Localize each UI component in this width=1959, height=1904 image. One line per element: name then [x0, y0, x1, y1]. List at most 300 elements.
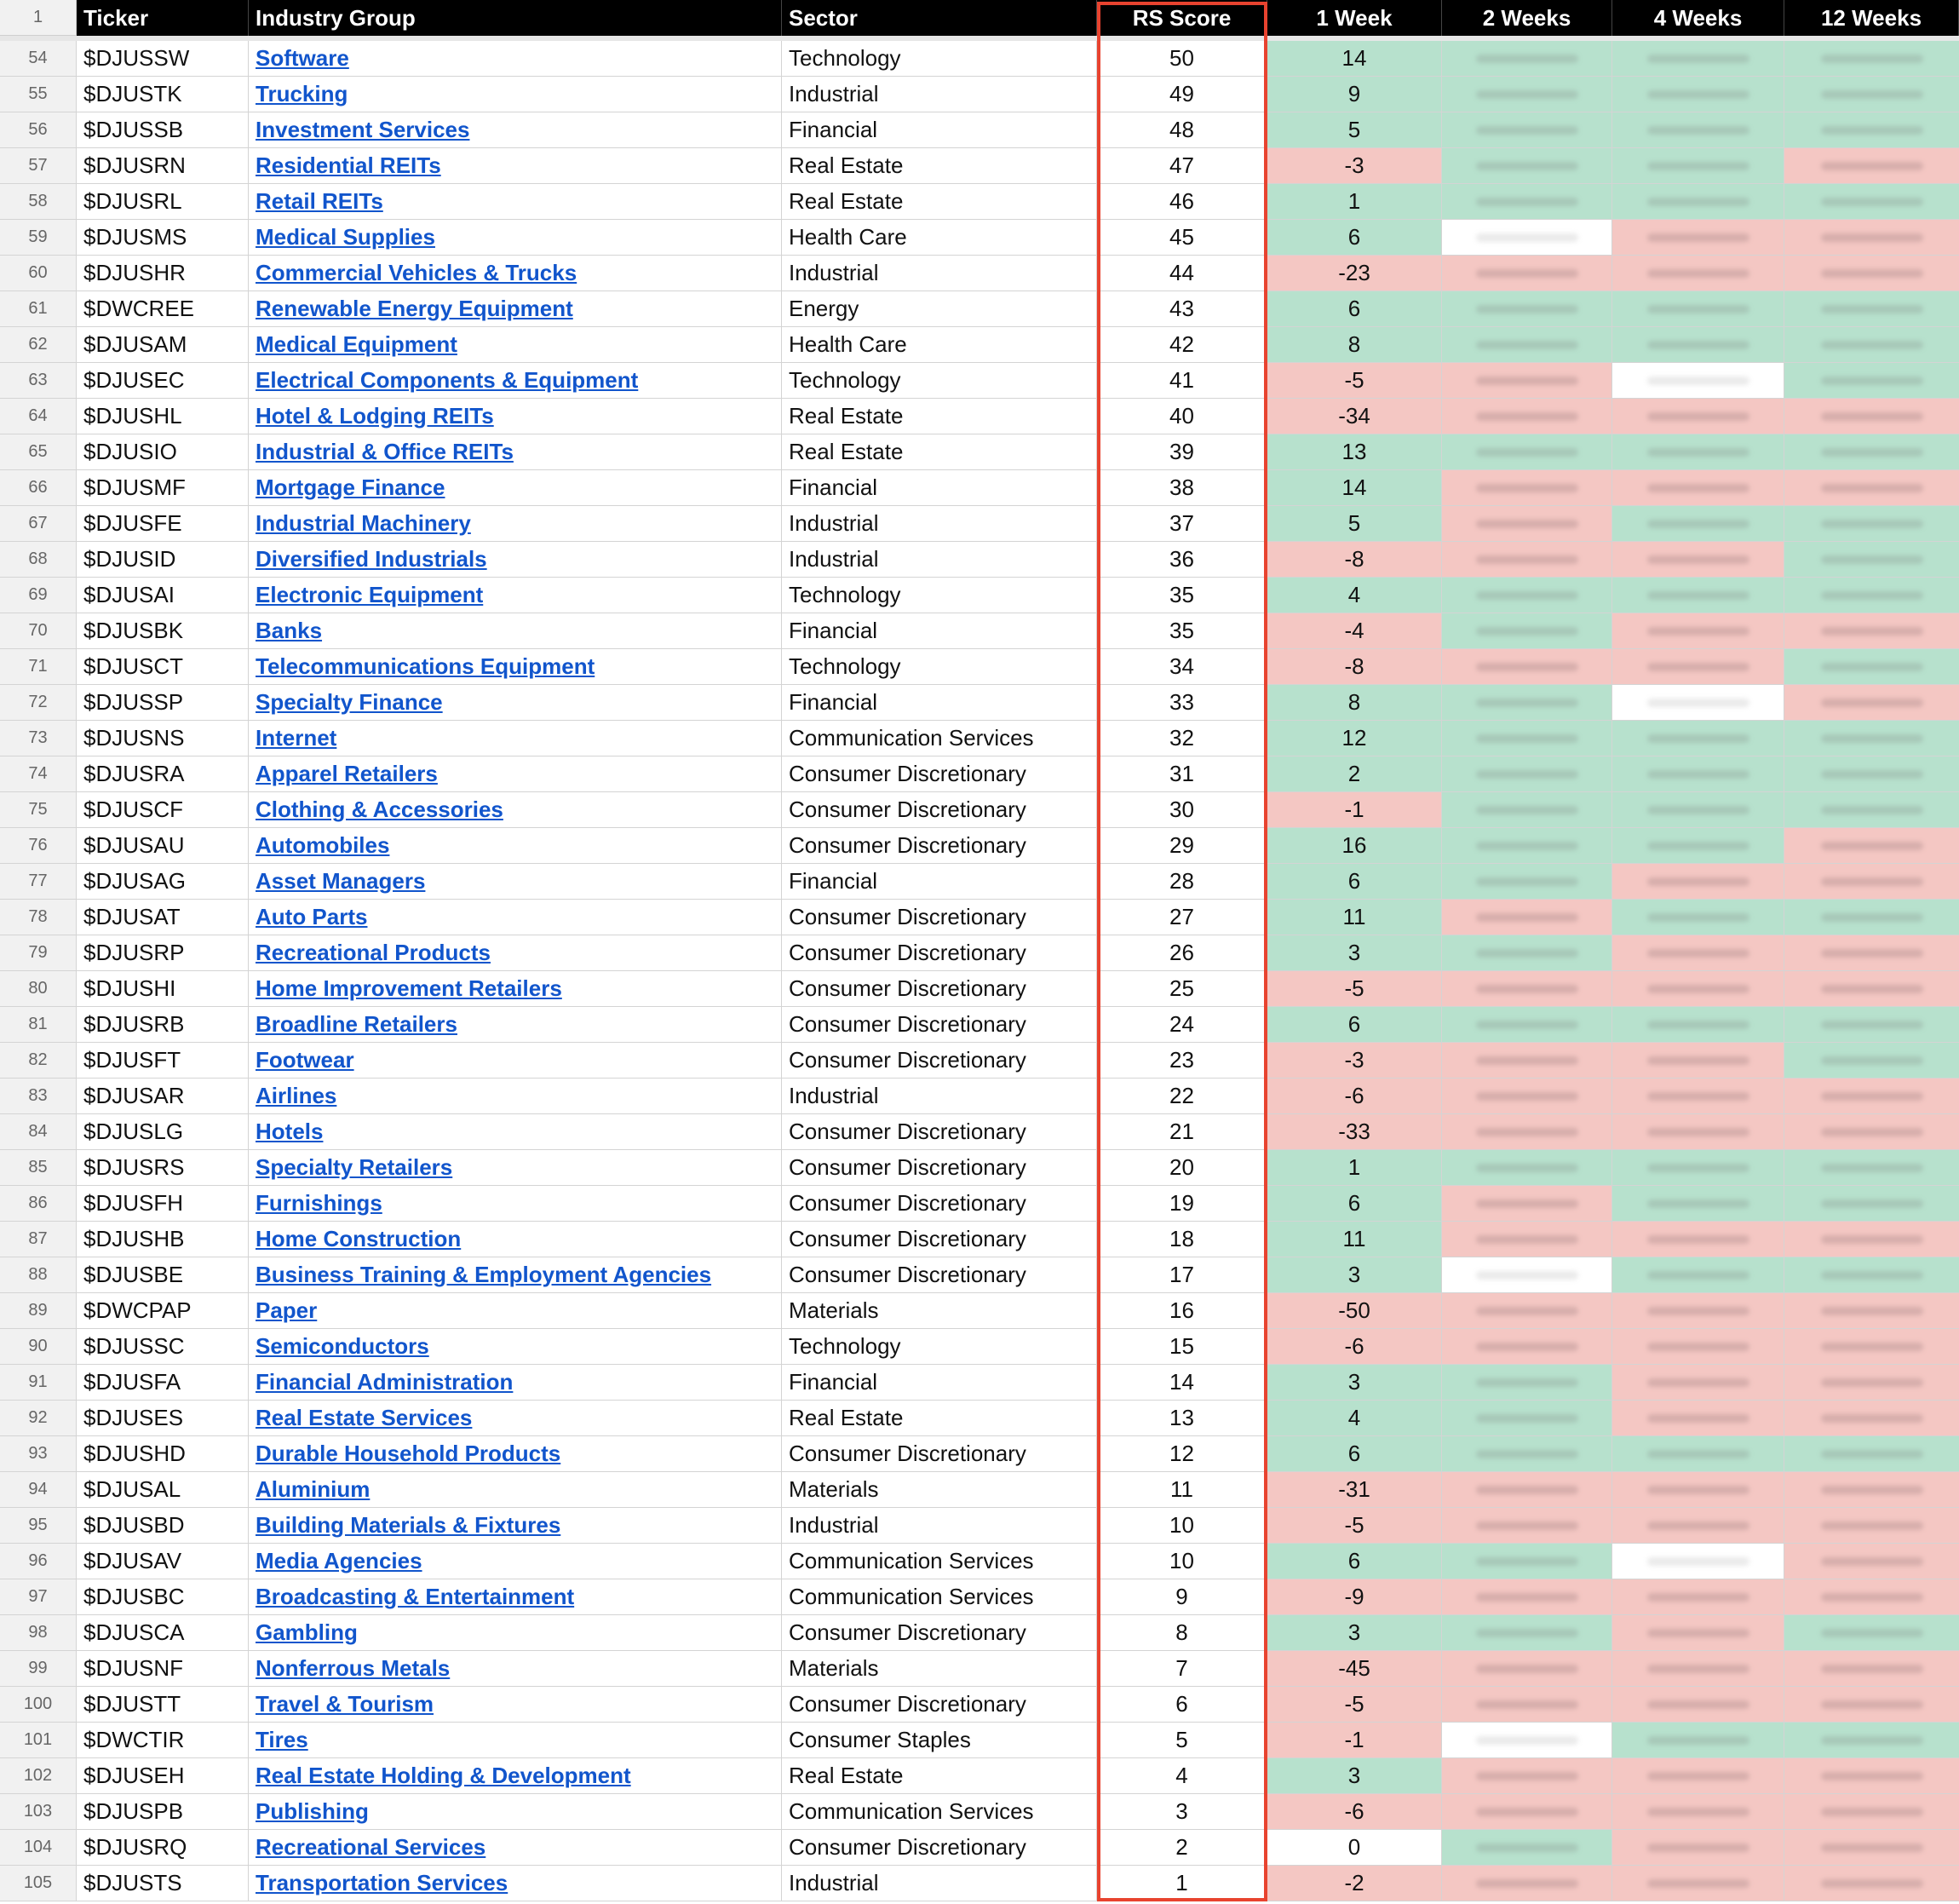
- week-1-cell[interactable]: 1: [1267, 184, 1442, 220]
- rs-score-cell[interactable]: 30: [1097, 792, 1267, 828]
- industry-group-link-text[interactable]: Home Construction: [256, 1226, 462, 1251]
- week-12-cell[interactable]: [1784, 1508, 1959, 1544]
- week-2-cell[interactable]: [1442, 1365, 1612, 1401]
- week-12-cell[interactable]: [1784, 971, 1959, 1007]
- week-12-cell[interactable]: [1784, 1365, 1959, 1401]
- ticker-cell[interactable]: $DJUSAR: [77, 1079, 249, 1114]
- column-header-ticker[interactable]: Ticker: [77, 0, 249, 36]
- week-2-cell[interactable]: [1442, 256, 1612, 291]
- rs-score-cell[interactable]: 35: [1097, 578, 1267, 613]
- week-4-cell[interactable]: [1612, 792, 1784, 828]
- week-2-cell[interactable]: [1442, 506, 1612, 542]
- row-number[interactable]: 79: [0, 935, 77, 971]
- rs-score-cell[interactable]: 7: [1097, 1651, 1267, 1687]
- industry-group-link-text[interactable]: Recreational Services: [256, 1834, 486, 1860]
- rs-score-cell[interactable]: 6: [1097, 1687, 1267, 1723]
- industry-group-link[interactable]: [249, 77, 782, 112]
- industry-group-link-text[interactable]: Banks: [256, 618, 323, 643]
- industry-group-link[interactable]: [249, 613, 782, 649]
- row-number[interactable]: 93: [0, 1436, 77, 1472]
- week-2-cell[interactable]: [1442, 578, 1612, 613]
- week-1-cell[interactable]: -6: [1267, 1794, 1442, 1830]
- industry-group-link[interactable]: [249, 1293, 782, 1329]
- sector-cell[interactable]: Consumer Discretionary: [782, 1687, 1097, 1723]
- ticker-cell[interactable]: $DJUSSW: [77, 41, 249, 77]
- week-2-cell[interactable]: [1442, 1615, 1612, 1651]
- sector-cell[interactable]: Consumer Discretionary: [782, 792, 1097, 828]
- week-4-cell[interactable]: [1612, 578, 1784, 613]
- column-header-2-weeks[interactable]: 2 Weeks: [1442, 0, 1612, 36]
- row-number[interactable]: 96: [0, 1544, 77, 1579]
- week-12-cell[interactable]: [1784, 256, 1959, 291]
- sector-cell[interactable]: Energy: [782, 291, 1097, 327]
- industry-group-link[interactable]: [249, 1436, 782, 1472]
- industry-group-link-text[interactable]: Semiconductors: [256, 1333, 429, 1359]
- row-number[interactable]: 94: [0, 1472, 77, 1508]
- sector-cell[interactable]: Real Estate: [782, 1758, 1097, 1794]
- rs-score-cell[interactable]: 4: [1097, 1758, 1267, 1794]
- industry-group-link-text[interactable]: Building Materials & Fixtures: [256, 1512, 561, 1538]
- ticker-cell[interactable]: $DJUSNS: [77, 721, 249, 756]
- sector-cell[interactable]: Consumer Discretionary: [782, 1436, 1097, 1472]
- sector-cell[interactable]: Consumer Discretionary: [782, 900, 1097, 935]
- week-2-cell[interactable]: [1442, 41, 1612, 77]
- row-number[interactable]: 92: [0, 1401, 77, 1436]
- week-1-cell[interactable]: -3: [1267, 1043, 1442, 1079]
- week-4-cell[interactable]: [1612, 112, 1784, 148]
- ticker-cell[interactable]: $DJUSES: [77, 1401, 249, 1436]
- industry-group-link[interactable]: [249, 542, 782, 578]
- rs-score-cell[interactable]: 18: [1097, 1222, 1267, 1257]
- week-2-cell[interactable]: [1442, 220, 1612, 256]
- sector-cell[interactable]: Consumer Discretionary: [782, 935, 1097, 971]
- week-2-cell[interactable]: [1442, 1257, 1612, 1293]
- week-4-cell[interactable]: [1612, 1222, 1784, 1257]
- week-1-cell[interactable]: 14: [1267, 41, 1442, 77]
- rs-score-cell[interactable]: 41: [1097, 363, 1267, 399]
- rs-score-cell[interactable]: 38: [1097, 470, 1267, 506]
- row-number[interactable]: 105: [0, 1866, 77, 1901]
- week-12-cell[interactable]: [1784, 864, 1959, 900]
- ticker-cell[interactable]: $DJUSCT: [77, 649, 249, 685]
- week-4-cell[interactable]: [1612, 1257, 1784, 1293]
- industry-group-link[interactable]: [249, 792, 782, 828]
- week-1-cell[interactable]: 13: [1267, 434, 1442, 470]
- week-4-cell[interactable]: [1612, 506, 1784, 542]
- week-4-cell[interactable]: [1612, 971, 1784, 1007]
- week-2-cell[interactable]: [1442, 77, 1612, 112]
- ticker-cell[interactable]: $DJUSRN: [77, 148, 249, 184]
- week-4-cell[interactable]: [1612, 1150, 1784, 1186]
- week-12-cell[interactable]: [1784, 112, 1959, 148]
- week-12-cell[interactable]: [1784, 1723, 1959, 1758]
- industry-group-link[interactable]: [249, 1723, 782, 1758]
- industry-group-link-text[interactable]: Commercial Vehicles & Trucks: [256, 260, 577, 285]
- row-number[interactable]: 58: [0, 184, 77, 220]
- week-12-cell[interactable]: [1784, 1079, 1959, 1114]
- row-number[interactable]: 68: [0, 542, 77, 578]
- ticker-cell[interactable]: $DJUSHI: [77, 971, 249, 1007]
- week-4-cell[interactable]: [1612, 1687, 1784, 1723]
- week-12-cell[interactable]: [1784, 434, 1959, 470]
- week-4-cell[interactable]: [1612, 77, 1784, 112]
- sector-cell[interactable]: Technology: [782, 578, 1097, 613]
- rs-score-cell[interactable]: 23: [1097, 1043, 1267, 1079]
- industry-group-link-text[interactable]: Software: [256, 45, 349, 71]
- week-2-cell[interactable]: [1442, 649, 1612, 685]
- sector-cell[interactable]: Consumer Discretionary: [782, 1830, 1097, 1866]
- week-12-cell[interactable]: [1784, 1615, 1959, 1651]
- ticker-cell[interactable]: $DJUSFH: [77, 1186, 249, 1222]
- sector-cell[interactable]: Communication Services: [782, 1579, 1097, 1615]
- row-number[interactable]: 61: [0, 291, 77, 327]
- week-4-cell[interactable]: [1612, 1293, 1784, 1329]
- industry-group-link-text[interactable]: Furnishings: [256, 1190, 382, 1216]
- row-number[interactable]: 57: [0, 148, 77, 184]
- column-header-rs-score[interactable]: RS Score: [1097, 0, 1267, 36]
- row-number[interactable]: 70: [0, 613, 77, 649]
- sector-cell[interactable]: Health Care: [782, 220, 1097, 256]
- row-number[interactable]: 71: [0, 649, 77, 685]
- row-number[interactable]: 74: [0, 756, 77, 792]
- sector-cell[interactable]: Consumer Discretionary: [782, 756, 1097, 792]
- week-2-cell[interactable]: [1442, 685, 1612, 721]
- industry-group-link-text[interactable]: Footwear: [256, 1047, 354, 1073]
- ticker-cell[interactable]: $DJUSHB: [77, 1222, 249, 1257]
- row-number[interactable]: 87: [0, 1222, 77, 1257]
- week-1-cell[interactable]: 6: [1267, 291, 1442, 327]
- week-12-cell[interactable]: [1784, 1544, 1959, 1579]
- industry-group-link-text[interactable]: Transportation Services: [256, 1870, 508, 1895]
- week-12-cell[interactable]: [1784, 1293, 1959, 1329]
- industry-group-link[interactable]: [249, 1043, 782, 1079]
- sector-cell[interactable]: Consumer Staples: [782, 1723, 1097, 1758]
- week-4-cell[interactable]: [1612, 434, 1784, 470]
- industry-group-link-text[interactable]: Media Agencies: [256, 1548, 422, 1573]
- week-4-cell[interactable]: [1612, 1436, 1784, 1472]
- ticker-cell[interactable]: $DJUSSC: [77, 1329, 249, 1365]
- week-4-cell[interactable]: [1612, 1615, 1784, 1651]
- industry-group-link[interactable]: [249, 1508, 782, 1544]
- week-4-cell[interactable]: [1612, 864, 1784, 900]
- industry-group-link[interactable]: [249, 1830, 782, 1866]
- sector-cell[interactable]: Industrial: [782, 542, 1097, 578]
- week-1-cell[interactable]: 3: [1267, 1257, 1442, 1293]
- industry-group-link[interactable]: [249, 112, 782, 148]
- week-2-cell[interactable]: [1442, 434, 1612, 470]
- week-12-cell[interactable]: [1784, 613, 1959, 649]
- ticker-cell[interactable]: $DJUSEC: [77, 363, 249, 399]
- week-1-cell[interactable]: -8: [1267, 649, 1442, 685]
- week-4-cell[interactable]: [1612, 1794, 1784, 1830]
- row-number[interactable]: 77: [0, 864, 77, 900]
- industry-group-link-text[interactable]: Internet: [256, 725, 337, 751]
- industry-group-link[interactable]: [249, 1329, 782, 1365]
- row-number[interactable]: 89: [0, 1293, 77, 1329]
- rs-score-cell[interactable]: 10: [1097, 1508, 1267, 1544]
- week-2-cell[interactable]: [1442, 1043, 1612, 1079]
- row-number[interactable]: 60: [0, 256, 77, 291]
- rs-score-cell[interactable]: 21: [1097, 1114, 1267, 1150]
- rs-score-cell[interactable]: 47: [1097, 148, 1267, 184]
- industry-group-link-text[interactable]: Tires: [256, 1727, 308, 1752]
- week-1-cell[interactable]: 5: [1267, 112, 1442, 148]
- rs-score-cell[interactable]: 46: [1097, 184, 1267, 220]
- week-2-cell[interactable]: [1442, 1544, 1612, 1579]
- industry-group-link-text[interactable]: Mortgage Finance: [256, 475, 445, 500]
- week-12-cell[interactable]: [1784, 1758, 1959, 1794]
- ticker-cell[interactable]: $DJUSBD: [77, 1508, 249, 1544]
- week-1-cell[interactable]: 4: [1267, 1401, 1442, 1436]
- ticker-cell[interactable]: $DJUSSB: [77, 112, 249, 148]
- industry-group-link-text[interactable]: Nonferrous Metals: [256, 1655, 451, 1681]
- week-4-cell[interactable]: [1612, 148, 1784, 184]
- week-4-cell[interactable]: [1612, 291, 1784, 327]
- rs-score-cell[interactable]: 24: [1097, 1007, 1267, 1043]
- industry-group-link-text[interactable]: Electronic Equipment: [256, 582, 484, 607]
- row-number[interactable]: 100: [0, 1687, 77, 1723]
- row-number[interactable]: 88: [0, 1257, 77, 1293]
- week-12-cell[interactable]: [1784, 148, 1959, 184]
- week-1-cell[interactable]: -5: [1267, 1508, 1442, 1544]
- industry-group-link-text[interactable]: Real Estate Services: [256, 1405, 473, 1430]
- week-1-cell[interactable]: -5: [1267, 1687, 1442, 1723]
- week-2-cell[interactable]: [1442, 828, 1612, 864]
- row-number[interactable]: 81: [0, 1007, 77, 1043]
- rs-score-cell[interactable]: 17: [1097, 1257, 1267, 1293]
- week-4-cell[interactable]: [1612, 685, 1784, 721]
- rs-score-cell[interactable]: 28: [1097, 864, 1267, 900]
- row-number[interactable]: 90: [0, 1329, 77, 1365]
- week-12-cell[interactable]: [1784, 327, 1959, 363]
- week-12-cell[interactable]: [1784, 77, 1959, 112]
- row-number[interactable]: 1: [0, 0, 77, 36]
- rs-score-cell[interactable]: 36: [1097, 542, 1267, 578]
- week-1-cell[interactable]: 6: [1267, 220, 1442, 256]
- week-12-cell[interactable]: [1784, 828, 1959, 864]
- row-number[interactable]: 63: [0, 363, 77, 399]
- industry-group-link-text[interactable]: Broadline Retailers: [256, 1011, 457, 1037]
- industry-group-link[interactable]: [249, 470, 782, 506]
- week-1-cell[interactable]: -4: [1267, 613, 1442, 649]
- industry-group-link[interactable]: [249, 864, 782, 900]
- rs-score-cell[interactable]: 3: [1097, 1794, 1267, 1830]
- ticker-cell[interactable]: $DJUSCA: [77, 1615, 249, 1651]
- week-1-cell[interactable]: -50: [1267, 1293, 1442, 1329]
- week-4-cell[interactable]: [1612, 1329, 1784, 1365]
- week-1-cell[interactable]: 8: [1267, 327, 1442, 363]
- industry-group-link-text[interactable]: Diversified Industrials: [256, 546, 487, 572]
- industry-group-link-text[interactable]: Home Improvement Retailers: [256, 975, 562, 1001]
- rs-score-cell[interactable]: 2: [1097, 1830, 1267, 1866]
- ticker-cell[interactable]: $DJUSPB: [77, 1794, 249, 1830]
- week-1-cell[interactable]: 6: [1267, 1007, 1442, 1043]
- sector-cell[interactable]: Consumer Discretionary: [782, 971, 1097, 1007]
- row-number[interactable]: 80: [0, 971, 77, 1007]
- industry-group-link[interactable]: [249, 721, 782, 756]
- row-number[interactable]: 66: [0, 470, 77, 506]
- week-12-cell[interactable]: [1784, 184, 1959, 220]
- ticker-cell[interactable]: $DJUSID: [77, 542, 249, 578]
- row-number[interactable]: 85: [0, 1150, 77, 1186]
- week-12-cell[interactable]: [1784, 721, 1959, 756]
- rs-score-cell[interactable]: 5: [1097, 1723, 1267, 1758]
- week-4-cell[interactable]: [1612, 542, 1784, 578]
- industry-group-link-text[interactable]: Asset Managers: [256, 868, 426, 894]
- week-4-cell[interactable]: [1612, 1043, 1784, 1079]
- rs-score-cell[interactable]: 8: [1097, 1615, 1267, 1651]
- week-2-cell[interactable]: [1442, 971, 1612, 1007]
- week-1-cell[interactable]: 0: [1267, 1830, 1442, 1866]
- week-1-cell[interactable]: -3: [1267, 148, 1442, 184]
- ticker-cell[interactable]: $DJUSCF: [77, 792, 249, 828]
- ticker-cell[interactable]: $DJUSAL: [77, 1472, 249, 1508]
- industry-group-link-text[interactable]: Electrical Components & Equipment: [256, 367, 639, 393]
- rs-score-cell[interactable]: 15: [1097, 1329, 1267, 1365]
- sector-cell[interactable]: Technology: [782, 1329, 1097, 1365]
- row-number[interactable]: 91: [0, 1365, 77, 1401]
- week-1-cell[interactable]: 3: [1267, 1615, 1442, 1651]
- ticker-cell[interactable]: $DJUSBE: [77, 1257, 249, 1293]
- sector-cell[interactable]: Technology: [782, 41, 1097, 77]
- sector-cell[interactable]: Financial: [782, 1365, 1097, 1401]
- week-1-cell[interactable]: 1: [1267, 1150, 1442, 1186]
- sector-cell[interactable]: Industrial: [782, 1079, 1097, 1114]
- week-1-cell[interactable]: -9: [1267, 1579, 1442, 1615]
- industry-group-link-text[interactable]: Trucking: [256, 81, 348, 106]
- week-12-cell[interactable]: [1784, 1186, 1959, 1222]
- week-1-cell[interactable]: -45: [1267, 1651, 1442, 1687]
- week-1-cell[interactable]: 3: [1267, 1365, 1442, 1401]
- industry-group-link-text[interactable]: Medical Supplies: [256, 224, 435, 250]
- ticker-cell[interactable]: $DJUSRA: [77, 756, 249, 792]
- row-number[interactable]: 72: [0, 685, 77, 721]
- sector-cell[interactable]: Industrial: [782, 256, 1097, 291]
- sector-cell[interactable]: Consumer Discretionary: [782, 1186, 1097, 1222]
- industry-group-link-text[interactable]: Real Estate Holding & Development: [256, 1763, 631, 1788]
- industry-group-link-text[interactable]: Specialty Retailers: [256, 1154, 453, 1180]
- sector-cell[interactable]: Technology: [782, 649, 1097, 685]
- week-12-cell[interactable]: [1784, 935, 1959, 971]
- week-12-cell[interactable]: [1784, 1472, 1959, 1508]
- ticker-cell[interactable]: $DJUSIO: [77, 434, 249, 470]
- industry-group-link[interactable]: [249, 1472, 782, 1508]
- week-4-cell[interactable]: [1612, 1830, 1784, 1866]
- week-12-cell[interactable]: [1784, 291, 1959, 327]
- ticker-cell[interactable]: $DJUSMF: [77, 470, 249, 506]
- sector-cell[interactable]: Consumer Discretionary: [782, 1007, 1097, 1043]
- row-number[interactable]: 55: [0, 77, 77, 112]
- week-12-cell[interactable]: [1784, 1257, 1959, 1293]
- week-4-cell[interactable]: [1612, 220, 1784, 256]
- week-4-cell[interactable]: [1612, 327, 1784, 363]
- industry-group-link-text[interactable]: Business Training & Employment Agencies: [256, 1262, 712, 1287]
- industry-group-link-text[interactable]: Publishing: [256, 1798, 369, 1824]
- sector-cell[interactable]: Real Estate: [782, 184, 1097, 220]
- industry-group-link[interactable]: [249, 1186, 782, 1222]
- industry-group-link-text[interactable]: Apparel Retailers: [256, 761, 438, 786]
- ticker-cell[interactable]: $DJUSRS: [77, 1150, 249, 1186]
- sector-cell[interactable]: Consumer Discretionary: [782, 828, 1097, 864]
- industry-group-link[interactable]: [249, 1079, 782, 1114]
- rs-score-cell[interactable]: 19: [1097, 1186, 1267, 1222]
- week-4-cell[interactable]: [1612, 1114, 1784, 1150]
- week-2-cell[interactable]: [1442, 327, 1612, 363]
- week-2-cell[interactable]: [1442, 1866, 1612, 1901]
- week-1-cell[interactable]: -8: [1267, 542, 1442, 578]
- week-4-cell[interactable]: [1612, 613, 1784, 649]
- column-header-4-weeks[interactable]: 4 Weeks: [1612, 0, 1784, 36]
- industry-group-link[interactable]: [249, 1758, 782, 1794]
- sector-cell[interactable]: Real Estate: [782, 399, 1097, 434]
- industry-group-link-text[interactable]: Renewable Energy Equipment: [256, 296, 573, 321]
- week-1-cell[interactable]: -2: [1267, 1866, 1442, 1901]
- ticker-cell[interactable]: $DJUSAV: [77, 1544, 249, 1579]
- sector-cell[interactable]: Real Estate: [782, 1401, 1097, 1436]
- sector-cell[interactable]: Materials: [782, 1472, 1097, 1508]
- ticker-cell[interactable]: $DJUSNF: [77, 1651, 249, 1687]
- sector-cell[interactable]: Industrial: [782, 506, 1097, 542]
- row-number[interactable]: 64: [0, 399, 77, 434]
- week-4-cell[interactable]: [1612, 1401, 1784, 1436]
- rs-score-cell[interactable]: 37: [1097, 506, 1267, 542]
- industry-group-link[interactable]: [249, 41, 782, 77]
- row-number[interactable]: 59: [0, 220, 77, 256]
- ticker-cell[interactable]: $DJUSFT: [77, 1043, 249, 1079]
- row-number[interactable]: 65: [0, 434, 77, 470]
- rs-score-cell[interactable]: 20: [1097, 1150, 1267, 1186]
- industry-group-link-text[interactable]: Industrial & Office REITs: [256, 439, 514, 464]
- week-2-cell[interactable]: [1442, 1293, 1612, 1329]
- industry-group-link-text[interactable]: Industrial Machinery: [256, 510, 471, 536]
- column-header-12-weeks[interactable]: 12 Weeks: [1784, 0, 1959, 36]
- sector-cell[interactable]: Health Care: [782, 327, 1097, 363]
- industry-group-link-text[interactable]: Recreational Products: [256, 940, 491, 965]
- industry-group-link-text[interactable]: Hotel & Lodging REITs: [256, 403, 494, 429]
- week-12-cell[interactable]: [1784, 1579, 1959, 1615]
- week-1-cell[interactable]: -33: [1267, 1114, 1442, 1150]
- week-1-cell[interactable]: -5: [1267, 363, 1442, 399]
- rs-score-cell[interactable]: 10: [1097, 1544, 1267, 1579]
- ticker-cell[interactable]: $DJUSTS: [77, 1866, 249, 1901]
- week-4-cell[interactable]: [1612, 756, 1784, 792]
- week-4-cell[interactable]: [1612, 1866, 1784, 1901]
- week-2-cell[interactable]: [1442, 1114, 1612, 1150]
- row-number[interactable]: 67: [0, 506, 77, 542]
- sector-cell[interactable]: Real Estate: [782, 148, 1097, 184]
- week-12-cell[interactable]: [1784, 756, 1959, 792]
- row-number[interactable]: 84: [0, 1114, 77, 1150]
- industry-group-link[interactable]: [249, 1794, 782, 1830]
- industry-group-link-text[interactable]: Investment Services: [256, 117, 470, 142]
- row-number[interactable]: 104: [0, 1830, 77, 1866]
- week-2-cell[interactable]: [1442, 291, 1612, 327]
- row-number[interactable]: 78: [0, 900, 77, 935]
- week-12-cell[interactable]: [1784, 1222, 1959, 1257]
- industry-group-link[interactable]: [249, 756, 782, 792]
- week-1-cell[interactable]: 6: [1267, 1544, 1442, 1579]
- rs-score-cell[interactable]: 1: [1097, 1866, 1267, 1901]
- industry-group-link[interactable]: [249, 363, 782, 399]
- industry-group-link-text[interactable]: Specialty Finance: [256, 689, 443, 715]
- ticker-cell[interactable]: $DWCPAP: [77, 1293, 249, 1329]
- ticker-cell[interactable]: $DJUSAI: [77, 578, 249, 613]
- row-number[interactable]: 75: [0, 792, 77, 828]
- rs-score-cell[interactable]: 50: [1097, 41, 1267, 77]
- sector-cell[interactable]: Industrial: [782, 1508, 1097, 1544]
- ticker-cell[interactable]: $DJUSMS: [77, 220, 249, 256]
- row-number[interactable]: 83: [0, 1079, 77, 1114]
